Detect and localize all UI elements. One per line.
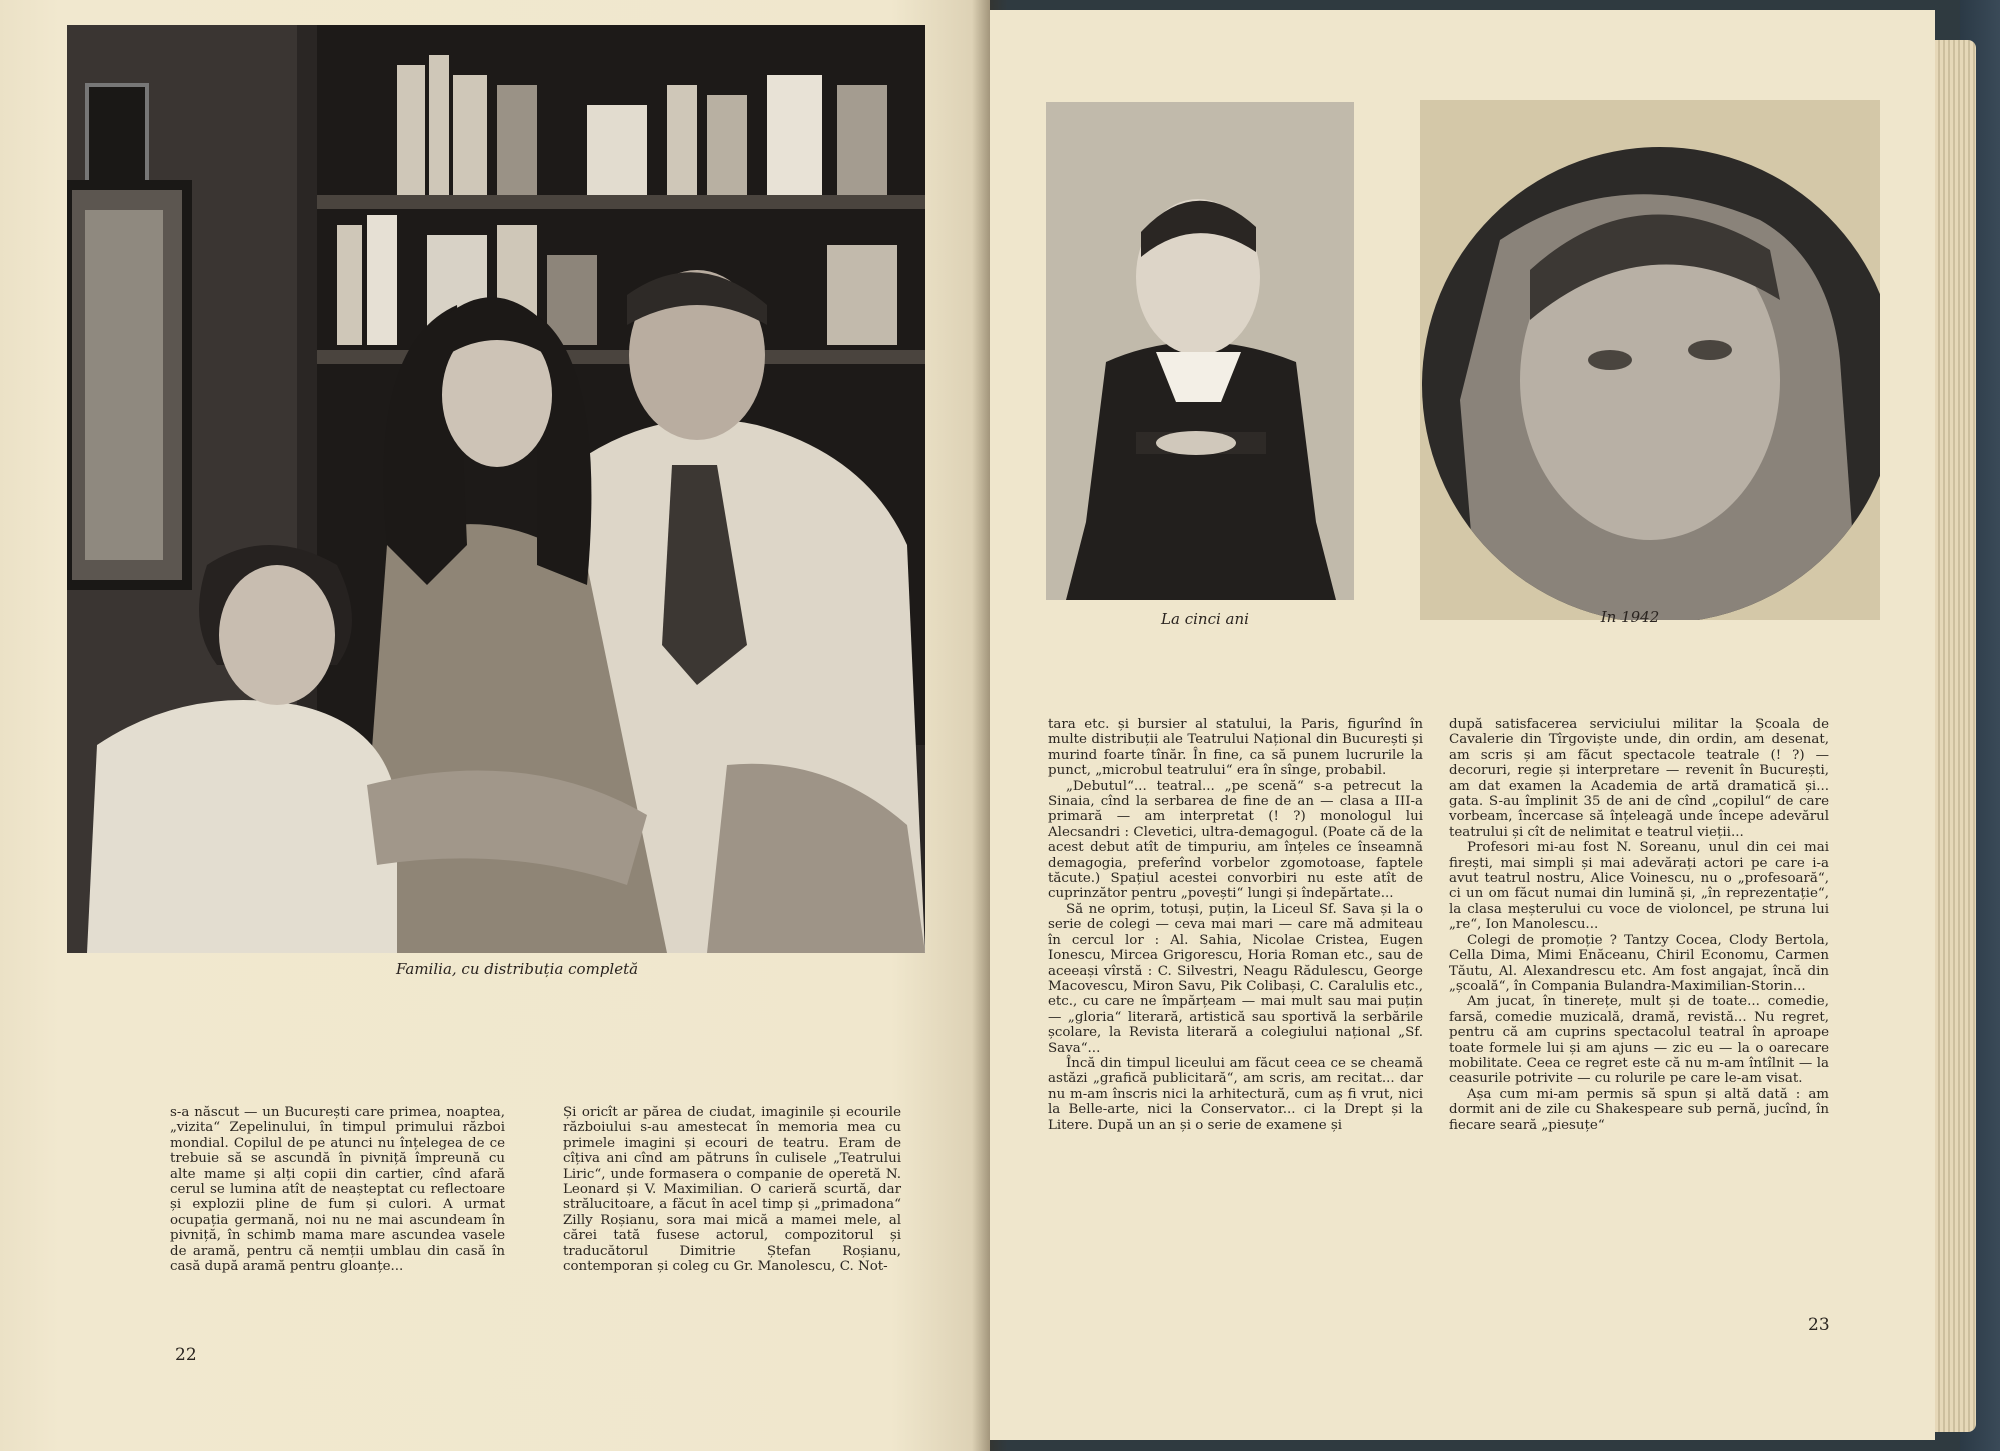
text-column-1 (1048, 717, 1423, 1133)
paragraph: Așa cum mi-am permis să spun și altă dată : am dormit ani de zile cu Shakespeare sub pernă, jucînd, în fiecare seară „piesuțe“ (1449, 1086, 1829, 1133)
portrait-photo-caption: In 1942 (1600, 608, 1660, 626)
text-column-2 (563, 1105, 901, 1274)
portrait-photo (1420, 100, 1880, 620)
paragraph: Profesori mi-au fost N. Soreanu, unul din cei mai firești, mai simpli și mai adevărați actori pe care i-a avut teatrul nostru, Alice Voinescu, nu o „profesoară“, ci un om făcut numai din lumină și, „în reprezentație“, la clasa meșterului cu voce de violoncel, pe struna lui „re“, Ion Manolescu... (1449, 840, 1829, 933)
photo-caption: Familia, cu distribuția completă (396, 960, 639, 978)
page-number: 22 (175, 1345, 197, 1365)
paragraph: Colegi de promoție ? Tantzy Cocea, Clody Bertola, Cella Dima, Mimi Enăceanu, Chiril Economu, Carmen Tăutu, Al. Alexandrescu etc. Am fost angajat, încă din „școală“, în Compania Bulandra-Maximilian-Storin... (1449, 932, 1829, 994)
left-page (0, 0, 990, 1451)
right-page (990, 10, 1935, 1440)
family-photo (67, 25, 925, 953)
paragraph: Și oricît ar părea de ciudat, imaginile și ecourile războiului s-au amestecat în memoria mea cu primele imagini și ecouri de teatru. Eram de cîțiva ani cînd am pătruns în culisele „Teatrului Liric“, unde formasera o companie de operetă N. Leonard și V. Maximilian. O carieră scurtă, dar strălucitoare, a făcut în acel timp și „primadona“ Zilly Roșianu, sora mai mică a mamei mele, al cărei tată fusese actorul, compozitorul și traducătorul Dimitrie Ștefan Roșianu, contemporan și coleg cu Gr. Manolescu, C. Not- (563, 1105, 901, 1275)
paragraph: Încă din timpul liceului am făcut ceea ce se cheamă astăzi „grafică publicitară“, am scris, am recitat... dar nu m-am înscris nici la arhitectură, cum aș fi vrut, nici la Belle-arte, nici la Conservator... ci la Drept și la Litere. După un an și o serie de examene și (1048, 1055, 1423, 1133)
paragraph: tara etc. și bursier al statului, la Paris, figurînd în multe distribuții ale Teatrului Național din București și murind foarte tînăr. În fine, ca să punem lucrurile la punct, „microbul teatrului“ era în sînge, probabil. (1048, 717, 1423, 779)
text-column-2 (1449, 717, 1829, 1133)
childhood-photo (1046, 102, 1354, 600)
paragraph: Să ne oprim, totuși, puțin, la Liceul Sf. Sava și la o serie de colegi — ceva mai mari — care mă admiteau în cercul lor : Al. Sahia, Nicolae Cristea, Eugen Ionescu, Mircea Grigorescu, Horia Roman etc., sau de aceeași vîrstă : C. Silvestri, Neagu Rădulescu, George Macovescu, Miron Savu, Pik Colibași, C. Caralulis etc., etc., cu care ne împărțeam — mai mult sau mai puțin — „gloria“ literară, artistică sau sportivă la serbările școlare, la Revista literară a colegiului național „Sf. Sava“... (1048, 901, 1423, 1056)
page-number: 23 (1808, 1315, 1830, 1335)
page-edges (1930, 40, 1976, 1432)
paragraph: după satisfacerea serviciului militar la Școala de Cavalerie din Tîrgoviște unde, din ordin, am desenat, am scris și am făcut spectacole teatrale (! ?) — decoruri, regie și interpretare — revenit în București, am dat examen la Academia de artă dramatică și... gata. S-au împlinit 35 de ani de cînd „copilul“ de care vorbeam, încercase să înțeleagă unde începe adevărul teatrului și cît de nelimitat e teatrul vieții... (1449, 717, 1829, 840)
paragraph: „Debutul“... teatral... „pe scenă“ s-a petrecut la Sinaia, cînd la serbarea de fine de an — clasa a III-a primară — am interpretat (! ?) monologul lui Alecsandri : Clevetici, ultra-demagogul. (Poate că de la acest debut atît de timpuriu, am înțeles ce înseamnă demagogia, preferînd vorbelor zgomotoase, faptele tăcute.) Spațiul acestei convorbiri nu este atît de cuprinzător pentru „povești“ lungi și îndepărtate... (1048, 778, 1423, 902)
childhood-photo-caption: La cinci ani (1161, 610, 1249, 628)
text-column-1 (170, 1105, 505, 1274)
paragraph: Am jucat, în tinerețe, mult și de toate... comedie, farsă, comedie muzicală, dramă, revistă... Nu regret, pentru că am cuprins spectacolul teatral în aproape toate formele lui și am ajuns — zic eu — la o oarecare mobilitate. Ceea ce regret este că nu m-am întîlnit — la ceasurile potrivite — cu rolurile pe care le-am visat. (1449, 994, 1829, 1087)
paragraph: s-a născut — un București care primea, noaptea, „vizita“ Zepelinului, în timpul primului război mondial. Copilul de pe atunci nu înțelegea de ce trebuie să se ascundă în pivniță împreună cu alte mame și alți copii din cartier, cînd afară cerul se lumina atît de neașteptat cu reflectoare și explozii pline de fum și culori. A urmat ocupația germană, noi nu ne mai ascundeam în pivniță, în schimb mama mare ascundea vasele de aramă, pentru că nemții umblau din casă în casă după aramă pentru gloanțe... (170, 1105, 505, 1275)
